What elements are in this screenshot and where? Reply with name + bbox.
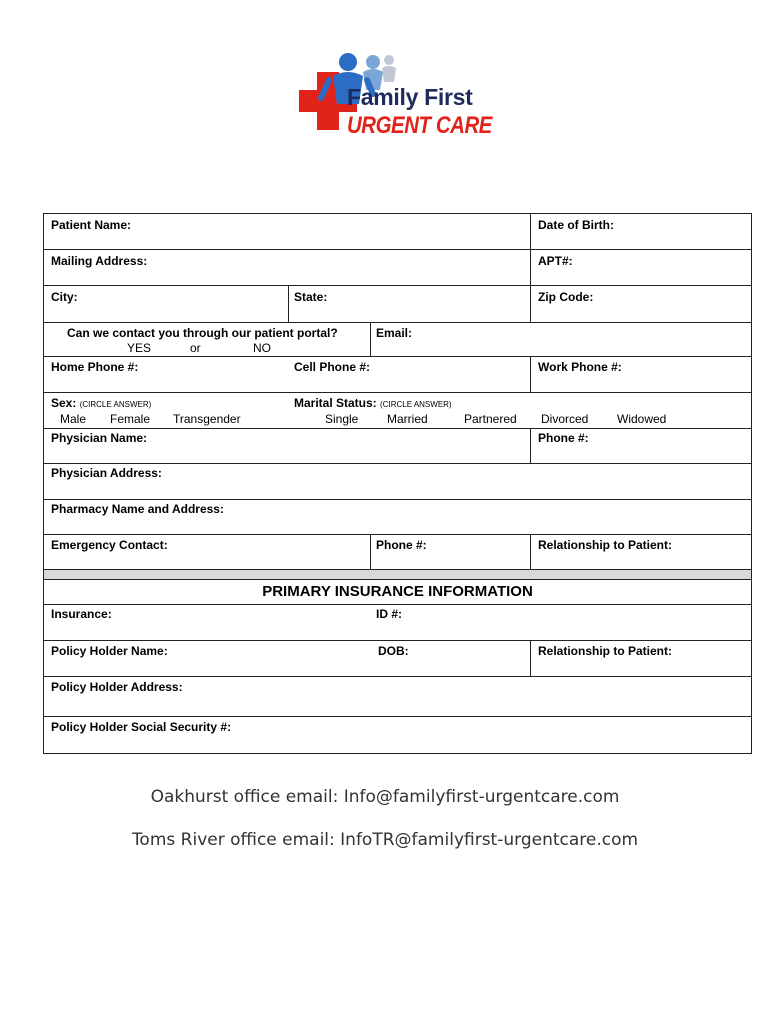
insurance-label: Insurance: bbox=[51, 607, 112, 621]
row-divider bbox=[44, 499, 751, 500]
row-divider bbox=[44, 604, 751, 605]
pharmacy-label: Pharmacy Name and Address: bbox=[51, 502, 224, 516]
home-phone-label: Home Phone #: bbox=[51, 360, 139, 374]
marital-option-widowed[interactable]: Widowed bbox=[617, 412, 667, 426]
sex-hint: (CIRCLE ANSWER) bbox=[79, 400, 152, 409]
column-divider bbox=[288, 285, 289, 322]
zip-code-label: Zip Code: bbox=[538, 290, 594, 304]
family-first-logo bbox=[285, 50, 495, 150]
state-label: State: bbox=[294, 290, 328, 304]
policy-dob-label: DOB: bbox=[378, 644, 409, 658]
row-divider bbox=[44, 392, 751, 393]
portal-no-option[interactable]: NO bbox=[253, 341, 271, 355]
oakhurst-email-line: Oakhurst office email: Info@familyfirst-urgentcare.com bbox=[150, 787, 620, 807]
policy-holder-address-label: Policy Holder Address: bbox=[51, 680, 183, 694]
marital-option-married[interactable]: Married bbox=[387, 412, 428, 426]
column-divider bbox=[370, 534, 371, 569]
row-divider bbox=[44, 676, 751, 677]
marital-option-single[interactable]: Single bbox=[325, 412, 359, 426]
portal-or-text: or bbox=[190, 341, 201, 355]
column-divider bbox=[530, 640, 531, 676]
city-label: City: bbox=[51, 290, 78, 304]
row-divider bbox=[44, 428, 751, 429]
column-divider bbox=[530, 534, 531, 569]
work-phone-label: Work Phone #: bbox=[538, 360, 622, 374]
column-divider bbox=[370, 322, 371, 356]
sex-option-male[interactable]: Male bbox=[60, 412, 87, 426]
marital-option-partnered[interactable]: Partnered bbox=[464, 412, 517, 426]
emergency-contact-label: Emergency Contact: bbox=[51, 538, 168, 552]
policy-holder-name-label: Policy Holder Name: bbox=[51, 644, 168, 658]
apt-label: APT#: bbox=[538, 254, 573, 268]
policy-relationship-label: Relationship to Patient: bbox=[538, 644, 673, 658]
portal-yes-option[interactable]: YES bbox=[127, 341, 152, 355]
column-divider bbox=[530, 428, 531, 463]
physician-phone-label: Phone #: bbox=[538, 431, 589, 445]
marital-status-label: Marital Status: (CIRCLE ANSWER) bbox=[294, 396, 452, 410]
row-divider bbox=[44, 579, 751, 580]
insurance-id-label: ID #: bbox=[376, 607, 403, 621]
emergency-relationship-label: Relationship to Patient: bbox=[538, 538, 673, 552]
section-separator-bar bbox=[44, 570, 751, 579]
date-of-birth-label: Date of Birth: bbox=[538, 218, 614, 232]
row-divider bbox=[44, 640, 751, 641]
marital-option-divorced[interactable]: Divorced bbox=[541, 412, 589, 426]
row-divider bbox=[44, 463, 751, 464]
patient-portal-question: Can we contact you through our patient portal? bbox=[67, 326, 338, 340]
sex-label: Sex: (CIRCLE ANSWER) bbox=[51, 396, 152, 410]
row-divider bbox=[44, 356, 751, 357]
sex-option-female[interactable]: Female bbox=[110, 412, 151, 426]
row-divider bbox=[44, 322, 751, 323]
insurance-section-title: PRIMARY INSURANCE INFORMATION bbox=[262, 583, 533, 600]
logo-brand-line2: URGENT CARE bbox=[347, 112, 492, 139]
sex-option-transgender[interactable]: Transgender bbox=[173, 412, 241, 426]
cell-phone-label: Cell Phone #: bbox=[294, 360, 371, 374]
column-divider bbox=[530, 214, 531, 322]
patient-registration-form bbox=[43, 213, 752, 754]
mailing-address-label: Mailing Address: bbox=[51, 254, 148, 268]
column-divider bbox=[530, 356, 531, 392]
row-divider bbox=[44, 285, 751, 286]
row-divider bbox=[44, 249, 751, 250]
row-divider bbox=[44, 716, 751, 717]
patient-name-label: Patient Name: bbox=[51, 218, 132, 232]
email-label: Email: bbox=[376, 326, 413, 340]
marital-hint: (CIRCLE ANSWER) bbox=[380, 400, 452, 409]
physician-name-label: Physician Name: bbox=[51, 431, 148, 445]
row-divider bbox=[44, 534, 751, 535]
policy-ssn-label: Policy Holder Social Security #: bbox=[51, 720, 232, 734]
physician-address-label: Physician Address: bbox=[51, 466, 162, 480]
emergency-phone-label: Phone #: bbox=[376, 538, 427, 552]
toms-river-email-line: Toms River office email: InfoTR@familyfirst-urgentcare.com bbox=[131, 830, 639, 850]
logo-brand-line1: Family First bbox=[347, 84, 473, 110]
